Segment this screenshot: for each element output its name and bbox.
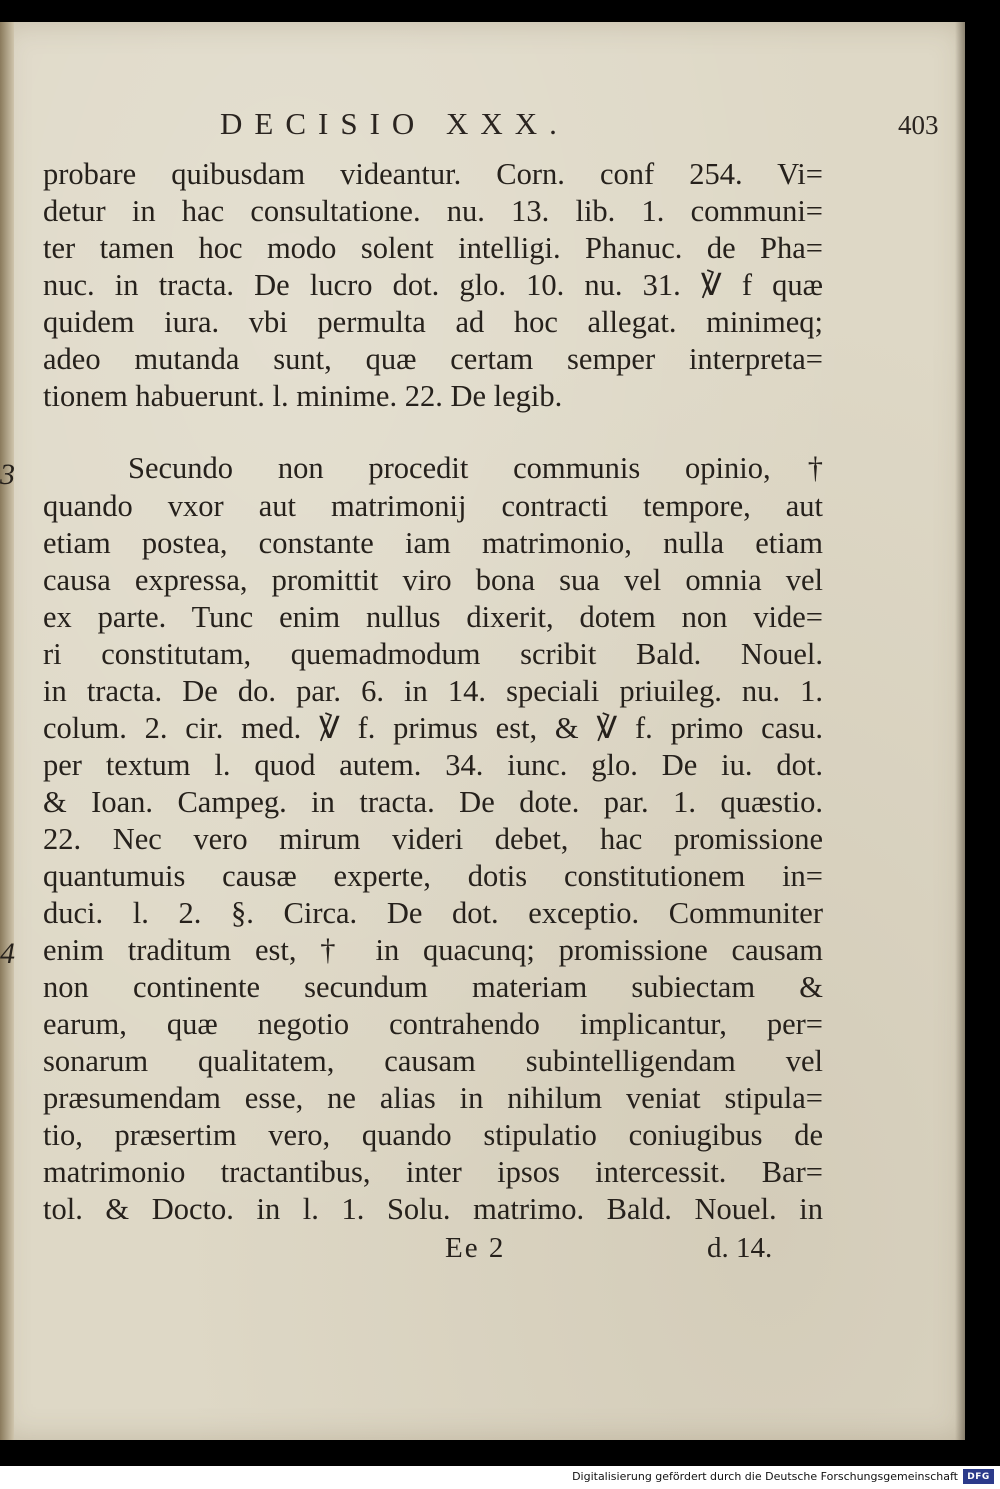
dfg-logo: DFG: [963, 1469, 994, 1484]
text-line: etiam postea, constante iam matrimonio, nulla etiam: [43, 526, 823, 560]
text-line: colum. 2. cir. med. ℣ f. primus est, & ℣ f. primo casu.: [43, 711, 823, 745]
text-line: præsumendam esse, ne alias in nihilum veniat stipula=: [43, 1081, 823, 1115]
page-right-shadow: [955, 22, 965, 1440]
text-line: matrimonio tractantibus, inter ipsos intercessit. Bar=: [43, 1155, 823, 1189]
text-line: per textum l. quod autem. 34. iunc. glo. De iu. dot.: [43, 748, 823, 782]
text-line: & Ioan. Campeg. in tracta. De dote. par. 1. quæstio.: [43, 785, 823, 819]
page-spine-edge: [0, 22, 14, 1440]
catchword: d. 14.: [707, 1232, 773, 1264]
signature-mark: Ee 2: [445, 1232, 506, 1264]
text-line: quando vxor aut matrimonij contracti tempore, aut: [43, 489, 823, 523]
text-line: in tracta. De do. par. 6. in 14. speciali priuileg. nu. 1.: [43, 674, 823, 708]
text-line: non continente secundum materiam subiectam &: [43, 970, 823, 1004]
text-line: causa expressa, promittit viro bona sua vel omnia vel: [43, 563, 823, 597]
text-line: tio, præsertim vero, quando stipulatio coniugibus de: [43, 1118, 823, 1152]
text-line: adeo mutanda sunt, quæ certam semper interpreta=: [43, 342, 823, 376]
text-line: ter tamen hoc modo solent intelligi. Phanuc. de Pha=: [43, 231, 823, 265]
running-head-title: DECISIO XXX.: [220, 106, 569, 141]
margin-note-number: 3: [0, 458, 15, 491]
funding-credit: Digitalisierung gefördert durch die Deutsche Forschungsgemeinschaft: [572, 1470, 958, 1483]
text-line: probare quibusdam videantur. Corn. conf 254. Vi=: [43, 157, 823, 191]
text-line: Secundo non procedit communis opinio,†: [128, 451, 823, 485]
footer-bar: [0, 1466, 1000, 1489]
text-line: nuc. in tracta. De lucro dot. glo. 10. nu. 31. ℣ f quæ: [43, 268, 823, 302]
text-line: duci. l. 2. §. Circa. De dot. exceptio. Communiter: [43, 896, 823, 930]
text-line: quidem iura. vbi permulta ad hoc allegat. minimeq;: [43, 305, 823, 339]
text-line: ex parte. Tunc enim nullus dixerit, dotem non vide=: [43, 600, 823, 634]
text-line: tol. & Docto. in l. 1. Solu. matrimo. Bald. Nouel. in: [43, 1192, 823, 1226]
text-line: 22. Nec vero mirum videri debet, hac promissione: [43, 822, 823, 856]
text-line: tionem habuerunt. l. minime. 22. De legib.: [43, 379, 563, 413]
text-line: detur in hac consultatione. nu. 13. lib. 1. communi=: [43, 194, 823, 228]
page-number: 403: [898, 110, 939, 140]
text-line: ri constitutam, quemadmodum scribit Bald. Nouel.: [43, 637, 823, 671]
text-line: enim traditum est, † in quacunq; promissione causam: [43, 933, 823, 967]
margin-note-number: 4: [0, 937, 15, 970]
text-line: quantumuis causæ experte, dotis constitutionem in=: [43, 859, 823, 893]
running-head: [0, 106, 965, 146]
text-line: earum, quæ negotio contrahendo implicantur, per=: [43, 1007, 823, 1041]
text-line: sonarum qualitatem, causam subintelligendam vel: [43, 1044, 823, 1078]
book-page: [0, 22, 965, 1440]
